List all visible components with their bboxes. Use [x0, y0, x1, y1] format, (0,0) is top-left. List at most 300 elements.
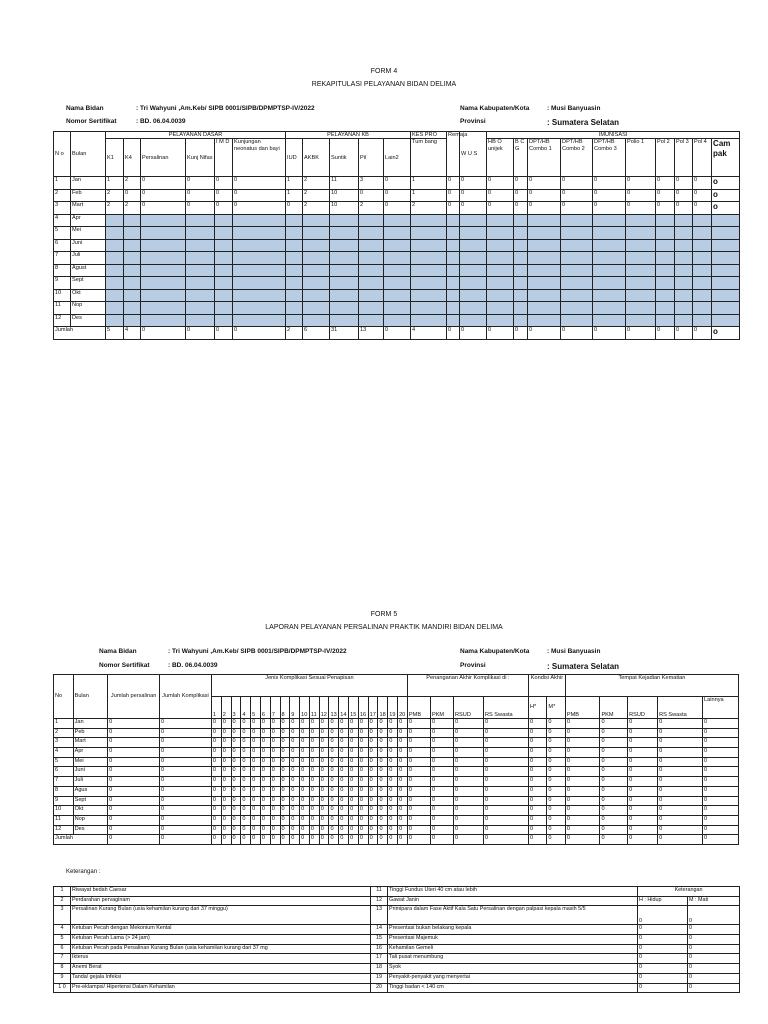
data-cell: 0 [628, 738, 658, 748]
data-cell [447, 302, 460, 315]
table-row [54, 239, 740, 252]
data-cell: 0 [407, 757, 430, 767]
data-cell: 0 [547, 786, 565, 796]
data-cell: 0 [221, 796, 231, 806]
data-cell: 0 [349, 748, 359, 758]
data-cell: 0 [528, 719, 546, 729]
data-cell: 0 [231, 806, 241, 816]
data-cell: 0 [300, 796, 310, 806]
data-cell: 0 [186, 189, 215, 202]
data-cell: 0 [160, 815, 212, 825]
legend-number: 20 [371, 983, 388, 993]
total-cell: 0 [280, 835, 290, 845]
kondisi-col: H* [528, 697, 546, 719]
data-cell: 0 [447, 189, 460, 202]
total-cell: 0 [290, 835, 300, 845]
row-no: 11 [54, 815, 74, 825]
data-cell: 0 [658, 806, 703, 816]
table-row [54, 177, 740, 190]
row-no: 3 [54, 738, 74, 748]
komplikasi-number: 11 [309, 697, 319, 719]
data-cell: 0 [309, 777, 319, 787]
form5-kab-label: Nama Kabupaten/Kota [460, 648, 530, 655]
data-cell [106, 314, 124, 327]
data-cell: 0 [260, 796, 270, 806]
data-cell [561, 289, 593, 302]
data-cell [447, 227, 460, 240]
data-cell [141, 314, 186, 327]
data-cell: 0 [368, 757, 378, 767]
data-cell: 0 [430, 719, 453, 729]
data-cell [693, 214, 712, 227]
total-cell: 0 [454, 835, 484, 845]
data-cell: 0 [398, 767, 408, 777]
row-month: Agus [73, 786, 108, 796]
data-cell: 0 [378, 728, 388, 738]
data-cell [693, 239, 712, 252]
data-cell [656, 277, 675, 290]
data-cell: 0 [547, 815, 565, 825]
data-cell: 0 [600, 738, 628, 748]
legend-text: Penyakit-penyakit yang menyertai [388, 973, 638, 983]
data-cell: 0 [528, 806, 546, 816]
data-cell [593, 252, 626, 265]
table-row [54, 815, 739, 825]
total-cell: 0 [487, 327, 514, 340]
data-cell: 0 [309, 748, 319, 758]
data-cell [330, 289, 359, 302]
data-cell: 0 [430, 796, 453, 806]
data-cell [411, 314, 447, 327]
data-cell: 0 [528, 825, 546, 835]
total-cell: 0 [260, 835, 270, 845]
data-cell: 0 [231, 796, 241, 806]
data-cell [528, 277, 561, 290]
total-cell: 4 [124, 327, 141, 340]
data-cell [141, 289, 186, 302]
row-month: Mart [71, 202, 106, 215]
data-cell [626, 289, 656, 302]
row-month: Juli [73, 777, 108, 787]
data-cell [303, 289, 330, 302]
data-cell: 0 [270, 738, 280, 748]
data-cell: 0 [160, 757, 212, 767]
data-cell [593, 214, 626, 227]
row-month: Apr [73, 748, 108, 758]
form4-col-header: IUD [286, 139, 303, 177]
data-cell: 0 [407, 738, 430, 748]
row-month: Jan [71, 177, 106, 190]
data-cell [561, 264, 593, 277]
row-no: 4 [54, 748, 74, 758]
data-cell [141, 277, 186, 290]
total-cell: 0 [628, 835, 658, 845]
data-cell: 2 [359, 202, 384, 215]
data-cell: 0 [233, 189, 286, 202]
data-cell [286, 314, 303, 327]
total-cell: 0 [626, 327, 656, 340]
data-cell: 0 [384, 177, 411, 190]
form4-nomor-value: : BD. 06.04.0039 [136, 118, 186, 125]
data-cell: 0 [514, 202, 528, 215]
data-cell: 0 [514, 189, 528, 202]
data-cell: 1 [286, 177, 303, 190]
data-cell: 0 [368, 777, 378, 787]
data-cell [215, 252, 233, 265]
komplikasi-number: 3 [231, 697, 241, 719]
data-cell: 0 [270, 796, 280, 806]
data-cell [712, 314, 740, 327]
data-cell: 0 [368, 719, 378, 729]
total-cell: 6 [303, 327, 330, 340]
data-cell: 0 [270, 748, 280, 758]
data-cell: 1 [411, 177, 447, 190]
data-cell [675, 264, 693, 277]
data-cell: 0 [221, 728, 231, 738]
data-cell: 0 [528, 767, 546, 777]
row-no: 5 [54, 757, 74, 767]
data-cell: 3 [359, 177, 384, 190]
data-cell: 0 [483, 738, 528, 748]
data-cell: 0 [329, 767, 339, 777]
data-cell: 0 [547, 767, 565, 777]
data-cell: 0 [211, 777, 221, 787]
komplikasi-number: 8 [280, 697, 290, 719]
data-cell [447, 252, 460, 265]
data-cell: 0 [286, 202, 303, 215]
data-cell [561, 239, 593, 252]
data-cell: 0 [528, 177, 561, 190]
data-cell: 0 [460, 189, 487, 202]
data-cell [487, 239, 514, 252]
data-cell: 0 [565, 815, 600, 825]
data-cell [124, 277, 141, 290]
data-cell [359, 252, 384, 265]
legend-number: 18 [371, 964, 388, 974]
data-cell: 0 [251, 728, 261, 738]
data-cell [186, 289, 215, 302]
data-cell: 0 [658, 815, 703, 825]
data-cell: 0 [160, 738, 212, 748]
data-cell: 0 [215, 202, 233, 215]
data-cell [712, 239, 740, 252]
data-cell [124, 239, 141, 252]
data-cell: 0 [454, 796, 484, 806]
legend-m-cell: 0 [688, 973, 740, 983]
form5-col-jumlah-persalinan: Jumlah persalinan [108, 675, 160, 719]
data-cell [712, 302, 740, 315]
data-cell [233, 227, 286, 240]
total-cell: 0 [300, 835, 310, 845]
data-cell: 0 [378, 786, 388, 796]
data-cell [106, 277, 124, 290]
data-cell: 0 [329, 786, 339, 796]
total-cell: 0 [215, 327, 233, 340]
data-cell [330, 277, 359, 290]
row-no: 5 [54, 227, 71, 240]
form4-group-header-row [54, 132, 740, 139]
data-cell: 0 [658, 786, 703, 796]
row-month: Des [71, 314, 106, 327]
row-month: Jan [73, 719, 108, 729]
data-cell: 0 [260, 748, 270, 758]
row-month: Agust [71, 264, 106, 277]
data-cell [303, 239, 330, 252]
legend-text: Riwayat bedah Caesar [71, 887, 371, 897]
data-cell: 0 [319, 815, 329, 825]
form5-col-no: No [54, 675, 74, 719]
data-cell: 0 [565, 777, 600, 787]
data-cell: 0 [528, 786, 546, 796]
legend-row [54, 935, 740, 945]
data-cell: 0 [547, 728, 565, 738]
total-cell: 0 [528, 835, 546, 845]
row-no: 7 [54, 252, 71, 265]
total-cell: 0 [368, 835, 378, 845]
data-cell: 0 [260, 786, 270, 796]
legend-number: 11 [371, 887, 388, 897]
data-cell: 0 [221, 806, 231, 816]
legend-h-cell: 0 [638, 983, 688, 993]
legend-row [54, 944, 740, 954]
data-cell: 0 [160, 825, 212, 835]
data-cell: 0 [703, 806, 739, 816]
data-cell: 0 [388, 796, 398, 806]
data-cell: 0 [388, 815, 398, 825]
legend-number: 7 [54, 954, 71, 964]
data-cell: 2 [124, 202, 141, 215]
form4-col-header: DPT/HB Combo 1 [528, 139, 561, 177]
legend-number: 1 0 [54, 983, 71, 993]
form4-col-header: Persalinan [141, 139, 186, 177]
data-cell: 0 [280, 806, 290, 816]
komplikasi-number: 13 [329, 697, 339, 719]
data-cell [656, 314, 675, 327]
data-cell [233, 314, 286, 327]
data-cell: 0 [221, 719, 231, 729]
data-cell: 0 [300, 777, 310, 787]
data-cell [359, 314, 384, 327]
data-cell: 0 [251, 757, 261, 767]
data-cell: 0 [349, 728, 359, 738]
komplikasi-number: 17 [368, 697, 378, 719]
data-cell: 0 [407, 815, 430, 825]
data-cell: 0 [309, 738, 319, 748]
table-row [54, 767, 739, 777]
data-cell [626, 314, 656, 327]
data-cell [286, 252, 303, 265]
data-cell: 0 [454, 738, 484, 748]
data-cell: 0 [309, 786, 319, 796]
data-cell [693, 264, 712, 277]
legend-text: Ketuban Pecah pada Persalinan Kurang Bulan (usia kehamilan kurang dari 37 mg [71, 944, 371, 954]
data-cell [460, 264, 487, 277]
row-no: 12 [54, 825, 74, 835]
data-cell: 0 [270, 719, 280, 729]
data-cell: 0 [349, 738, 359, 748]
data-cell [215, 214, 233, 227]
data-cell: 0 [430, 738, 453, 748]
data-cell: 0 [270, 786, 280, 796]
form4-total-row [54, 327, 740, 340]
data-cell: 0 [547, 796, 565, 806]
total-cell: 0 [160, 835, 212, 845]
data-cell: 0 [260, 777, 270, 787]
data-cell: 0 [628, 719, 658, 729]
data-cell [106, 214, 124, 227]
data-cell [330, 264, 359, 277]
legend-text: Primipara dalam Fase Aktif Kala Satu Persalinan dengan palpasi kepala masih 5/5 [388, 906, 638, 925]
table-row [54, 757, 739, 767]
data-cell [233, 252, 286, 265]
total-cell: 0 [384, 327, 411, 340]
legend-text: Ketuban Pecah dengan Mekonium Kental [71, 925, 371, 935]
data-cell [186, 227, 215, 240]
total-cell: 0 [349, 835, 359, 845]
data-cell: 0 [600, 757, 628, 767]
data-cell: 0 [378, 806, 388, 816]
data-cell [106, 239, 124, 252]
data-cell [593, 277, 626, 290]
form4-col-header: Polio 1 [626, 139, 656, 177]
data-cell: 0 [430, 767, 453, 777]
data-cell: 0 [378, 757, 388, 767]
data-cell [447, 239, 460, 252]
data-cell [233, 214, 286, 227]
data-cell: 0 [241, 806, 251, 816]
data-cell: 0 [547, 748, 565, 758]
legend-m-cell: 0 [688, 935, 740, 945]
data-cell: 0 [160, 748, 212, 758]
data-cell [384, 289, 411, 302]
legend-number: 17 [371, 954, 388, 964]
data-cell: 0 [108, 757, 160, 767]
data-cell [330, 314, 359, 327]
data-cell: 0 [280, 825, 290, 835]
data-cell: 0 [483, 815, 528, 825]
data-cell: 0 [460, 177, 487, 190]
data-cell: 0 [547, 806, 565, 816]
data-cell [487, 264, 514, 277]
data-cell: 0 [430, 748, 453, 758]
data-cell: 0 [658, 728, 703, 738]
data-cell: 0 [483, 786, 528, 796]
legend-number: 13 [371, 906, 388, 925]
data-cell [411, 264, 447, 277]
data-cell: 0 [290, 757, 300, 767]
table-row [54, 777, 739, 787]
data-cell [593, 227, 626, 240]
data-cell: 0 [231, 815, 241, 825]
form4-nomor-label: Nomor Sertifikat [66, 118, 117, 125]
data-cell: 0 [454, 815, 484, 825]
row-no: 12 [54, 314, 71, 327]
data-cell [712, 227, 740, 240]
total-label: Jumlah [54, 327, 106, 340]
data-cell: 0 [378, 796, 388, 806]
komplikasi-number: 9 [290, 697, 300, 719]
row-no: 10 [54, 289, 71, 302]
data-cell [186, 264, 215, 277]
data-cell: 0 [528, 757, 546, 767]
form5-group-kondisi: Kondisi Akhir [528, 675, 565, 697]
row-month: Sept [73, 796, 108, 806]
form4-col-header: HB O unijek [487, 139, 514, 177]
data-cell [286, 289, 303, 302]
data-cell: 0 [454, 757, 484, 767]
data-cell: 0 [693, 202, 712, 215]
data-cell [124, 264, 141, 277]
data-cell: 0 [388, 757, 398, 767]
data-cell [593, 314, 626, 327]
form5-group-penanganan: Penanganan Akhir Komplikasi di : [407, 675, 528, 697]
data-cell: 0 [160, 767, 212, 777]
form4-group-pelayanan-dasar: PELAYANAN DASAR [106, 132, 286, 139]
data-cell [656, 264, 675, 277]
data-cell: 0 [329, 738, 339, 748]
data-cell: 1 [106, 177, 124, 190]
data-cell: 0 [319, 719, 329, 729]
data-cell: 0 [378, 815, 388, 825]
data-cell [384, 239, 411, 252]
total-cell: 0 [593, 327, 626, 340]
data-cell: 0 [108, 719, 160, 729]
table-row [54, 786, 739, 796]
total-cell: 0 [447, 327, 460, 340]
data-cell: 0 [108, 786, 160, 796]
data-cell: 0 [358, 786, 368, 796]
data-cell: 0 [565, 738, 600, 748]
legend-text: Persalinan Kurang Bulan (usia kehamilan kurang dari 37 minggu) [71, 906, 371, 925]
data-cell: 0 [186, 177, 215, 190]
data-cell: 0 [329, 777, 339, 787]
data-cell: 0 [108, 738, 160, 748]
data-cell: 0 [407, 806, 430, 816]
data-cell: 0 [231, 738, 241, 748]
data-cell: 0 [221, 825, 231, 835]
data-cell: 0 [565, 757, 600, 767]
row-no: 1 [54, 719, 74, 729]
data-cell: 0 [447, 202, 460, 215]
data-cell: 0 [280, 748, 290, 758]
data-cell [593, 289, 626, 302]
data-cell [514, 314, 528, 327]
data-cell: 0 [241, 748, 251, 758]
form4-title: REKAPITULASI PELAYANAN BIDAN DELIMA [311, 81, 457, 88]
data-cell: 0 [319, 728, 329, 738]
data-cell: 0 [378, 825, 388, 835]
data-cell: 0 [600, 786, 628, 796]
data-cell: 0 [547, 777, 565, 787]
data-cell: 0 [241, 738, 251, 748]
data-cell: 2 [106, 189, 124, 202]
komplikasi-number: 6 [260, 697, 270, 719]
data-cell [675, 302, 693, 315]
data-cell: 0 [547, 825, 565, 835]
data-cell: 0 [280, 796, 290, 806]
komplikasi-number: 18 [378, 697, 388, 719]
data-cell [330, 252, 359, 265]
data-cell: 0 [221, 738, 231, 748]
data-cell: 0 [358, 728, 368, 738]
data-cell: 0 [658, 738, 703, 748]
total-cell: 0 [388, 835, 398, 845]
data-cell [215, 264, 233, 277]
data-cell: 0 [108, 796, 160, 806]
data-cell [286, 214, 303, 227]
data-cell [215, 302, 233, 315]
komplikasi-number: 20 [398, 697, 408, 719]
